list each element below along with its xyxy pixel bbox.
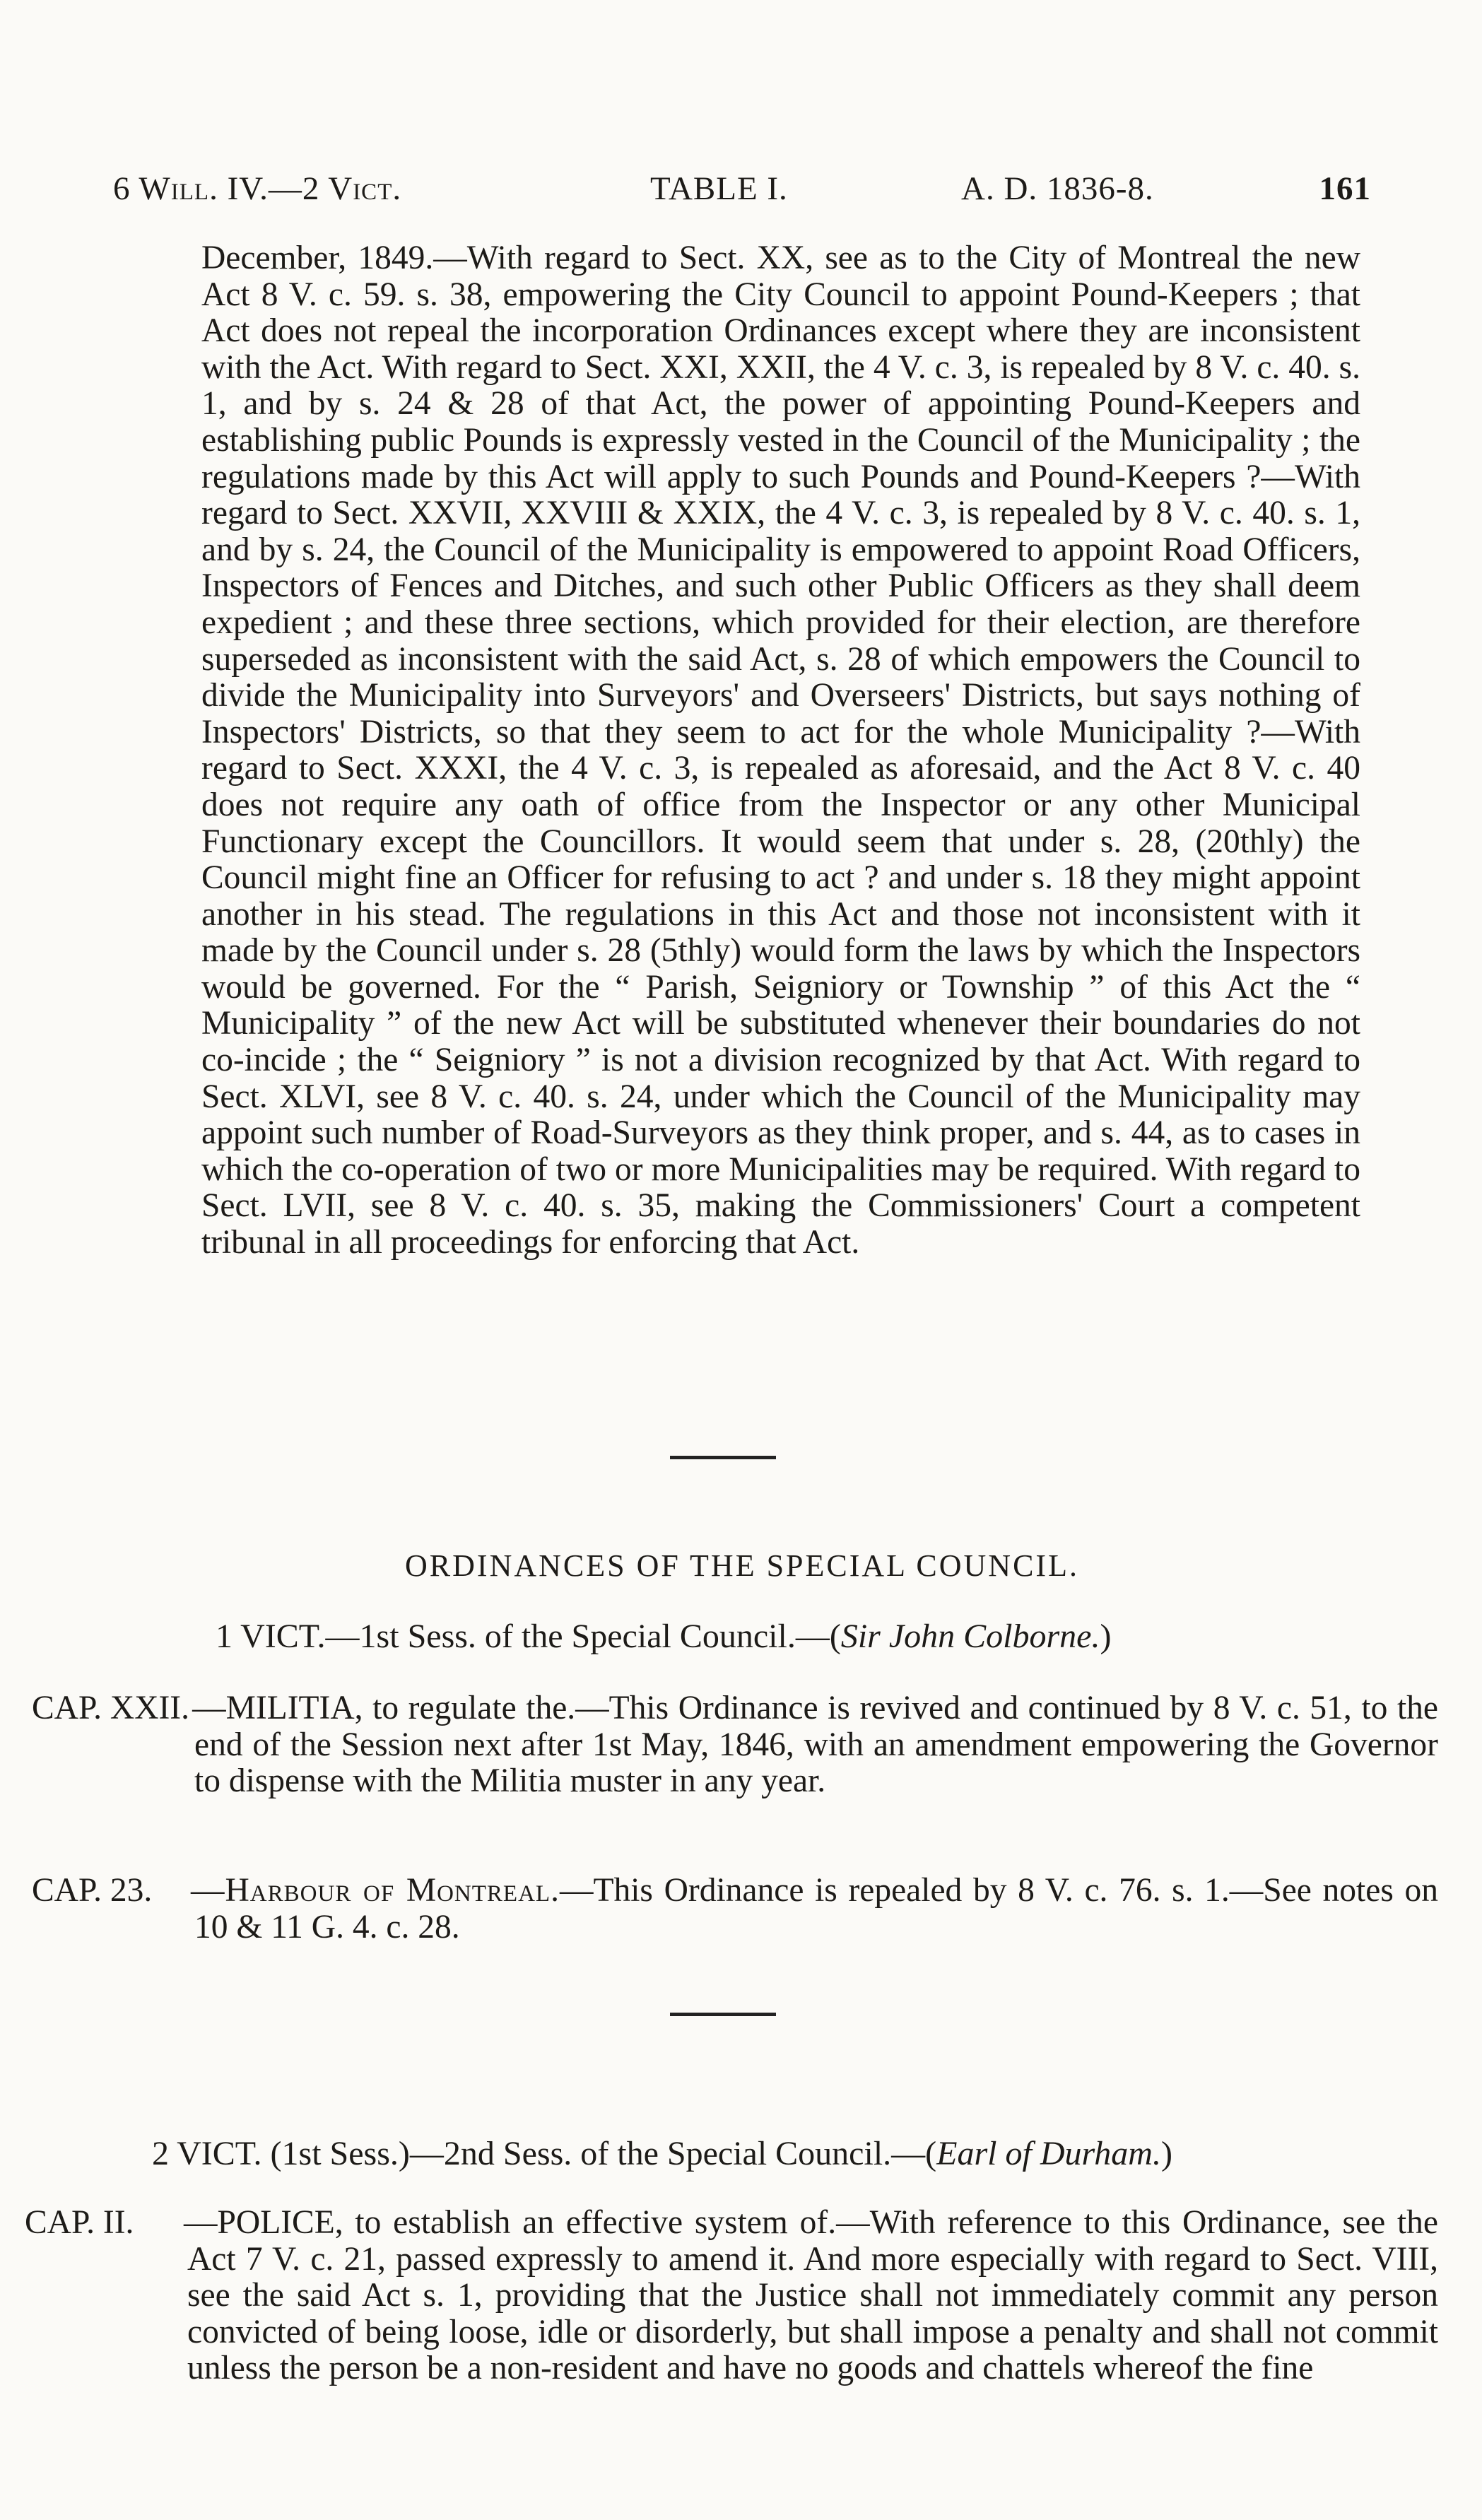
chapter-title: —Harbour of Montreal.	[191, 1872, 560, 1909]
chapter-label: CAP. 23.	[32, 1872, 153, 1909]
chapter-title: —MILITIA, to regulate the.	[192, 1690, 576, 1726]
section-divider	[670, 2013, 776, 2016]
body-paragraph: December, 1849.—With regard to Sect. XX, see as to the City of Montreal the new Act 8 V. c. 59. s. 38, empowering the City Council to appoint Pound-Keepers ; that Act does not repeal the incorporation Ordinances except where they are inconsistent with the Act. With regard to Sect. XXI, XXII, the 4 V. c. 3, is repealed by 8 V. c. 40. s. 1, and by s. 24 & 28 of that Act, the power of appointing Pound-Keepers and establishing public Pounds is expressly vested in the Council of the Municipality ; the regulations made by this Act will apply to such Pounds and Pound-Keepers ?—With regard to Sect. XXVII, XXVIII & XXIX, the 4 V. c. 3, is repealed by 8 V. c. 40. s. 1, and by s. 24, the Council of the Municipality is empowered to appoint Road Officers, Inspectors of Fences and Ditches, and such other Public Officers as they shall deem expedient ; and these three sections, which provided for their election, are therefore superseded as inconsistent with the said Act, s. 28 of which empowers the Council to divide the Municipality into Surveyors' and Overseers' Districts, but says nothing of Inspectors' Districts, so that they seem to act for the whole Municipality ?—With regard to Sect. XXXI, the 4 V. c. 3, is repealed as aforesaid, and the Act 8 V. c. 40 does not require any oath of office from the Inspector or any other Municipal Functionary except the Councillors. It would seem that under s. 28, (20thly) the Council might fine an Officer for refusing to act ? and under s. 18 they might appoint another in his stead. The regulations in this Act and those not inconsistent with it made by the Council under s. 28 (5thly) would form the laws by which the Inspectors would be governed. For the “ Parish, Seigniory or Township ” of this Act the “ Municipality ” of the new Act will be substituted whenever their boundaries do not co-incide ; the “ Seigniory ” is not a division recognized by that Act. With regard to Sect. XLVI, see 8 V. c. 40. s. 24, under which the Council of the Municipality may appoint such number of Road-Surveyors as they think proper, and s. 44, as to cases in which the co-operation of two or more Municipalities may be required. With regard to Sect. LVII, see 8 V. c. 40. s. 35, making the Commissioners' Court a competent tribunal in all proceedings for enforcing that Act.	[201, 240, 1360, 1261]
section-divider	[670, 1456, 776, 1459]
chapter-label: CAP. II.	[25, 2204, 134, 2241]
chapter-title: —POLICE, to establish an effective system of.	[184, 2204, 837, 2241]
session-heading	[152, 2134, 1172, 2173]
session-heading-close: )	[1100, 1618, 1112, 1655]
session-heading-text: 2 VICT. (1st Sess.)—2nd Sess. of the Special Council.—(	[152, 2135, 937, 2172]
session-heading-text: 1 VICT.—1st Sess. of the Special Council.—(	[216, 1618, 841, 1655]
chapter-note: —With reference to this Ordinance, see the Act 7 V. c. 21, passed expressly to amend it. And more especially with regard to Sect. VIII, see the said Act s. 1, providing that the Justice shall not immediately commit any person convicted of being loose, idle or disorderly, but shall impose a penalty and shall not commit unless the person be a non-resident and have no goods and chattels whereof the fine	[187, 2204, 1439, 2387]
chapter-note: —This Ordinance is repealed by 8 V. c. 76. s. 1.—See notes on 10 & 11 G. 4. c. 28.	[194, 1872, 1439, 1945]
session-heading	[216, 1617, 1111, 1656]
running-head	[113, 170, 1371, 219]
chapter-entry	[32, 1690, 1438, 1800]
chapter-entry	[32, 1872, 1439, 1945]
running-head-years: A. D. 1836-8.	[961, 170, 1154, 207]
running-head-table-title: TABLE I.	[650, 170, 788, 207]
chapter-note: —This Ordinance is revived and continued by 8 V. c. 51, to the end of the Session next after 1st May, 1846, with an amendment empowering the Governor to dispense with the Militia muster in any year.	[194, 1690, 1438, 1800]
chapter-label: CAP. XXII.	[32, 1690, 190, 1726]
chapter-entry	[25, 2204, 1439, 2387]
session-governor: Earl of Durham.	[936, 2135, 1161, 2172]
section-heading: ORDINANCES OF THE SPECIAL COUNCIL.	[405, 1548, 1079, 1583]
running-head-regnal-years: 6 Will. IV.—2 Vict.	[113, 170, 402, 207]
page-number: 161	[1319, 170, 1371, 207]
session-governor: Sir John Colborne.	[840, 1618, 1100, 1655]
session-heading-close: )	[1160, 2135, 1172, 2172]
